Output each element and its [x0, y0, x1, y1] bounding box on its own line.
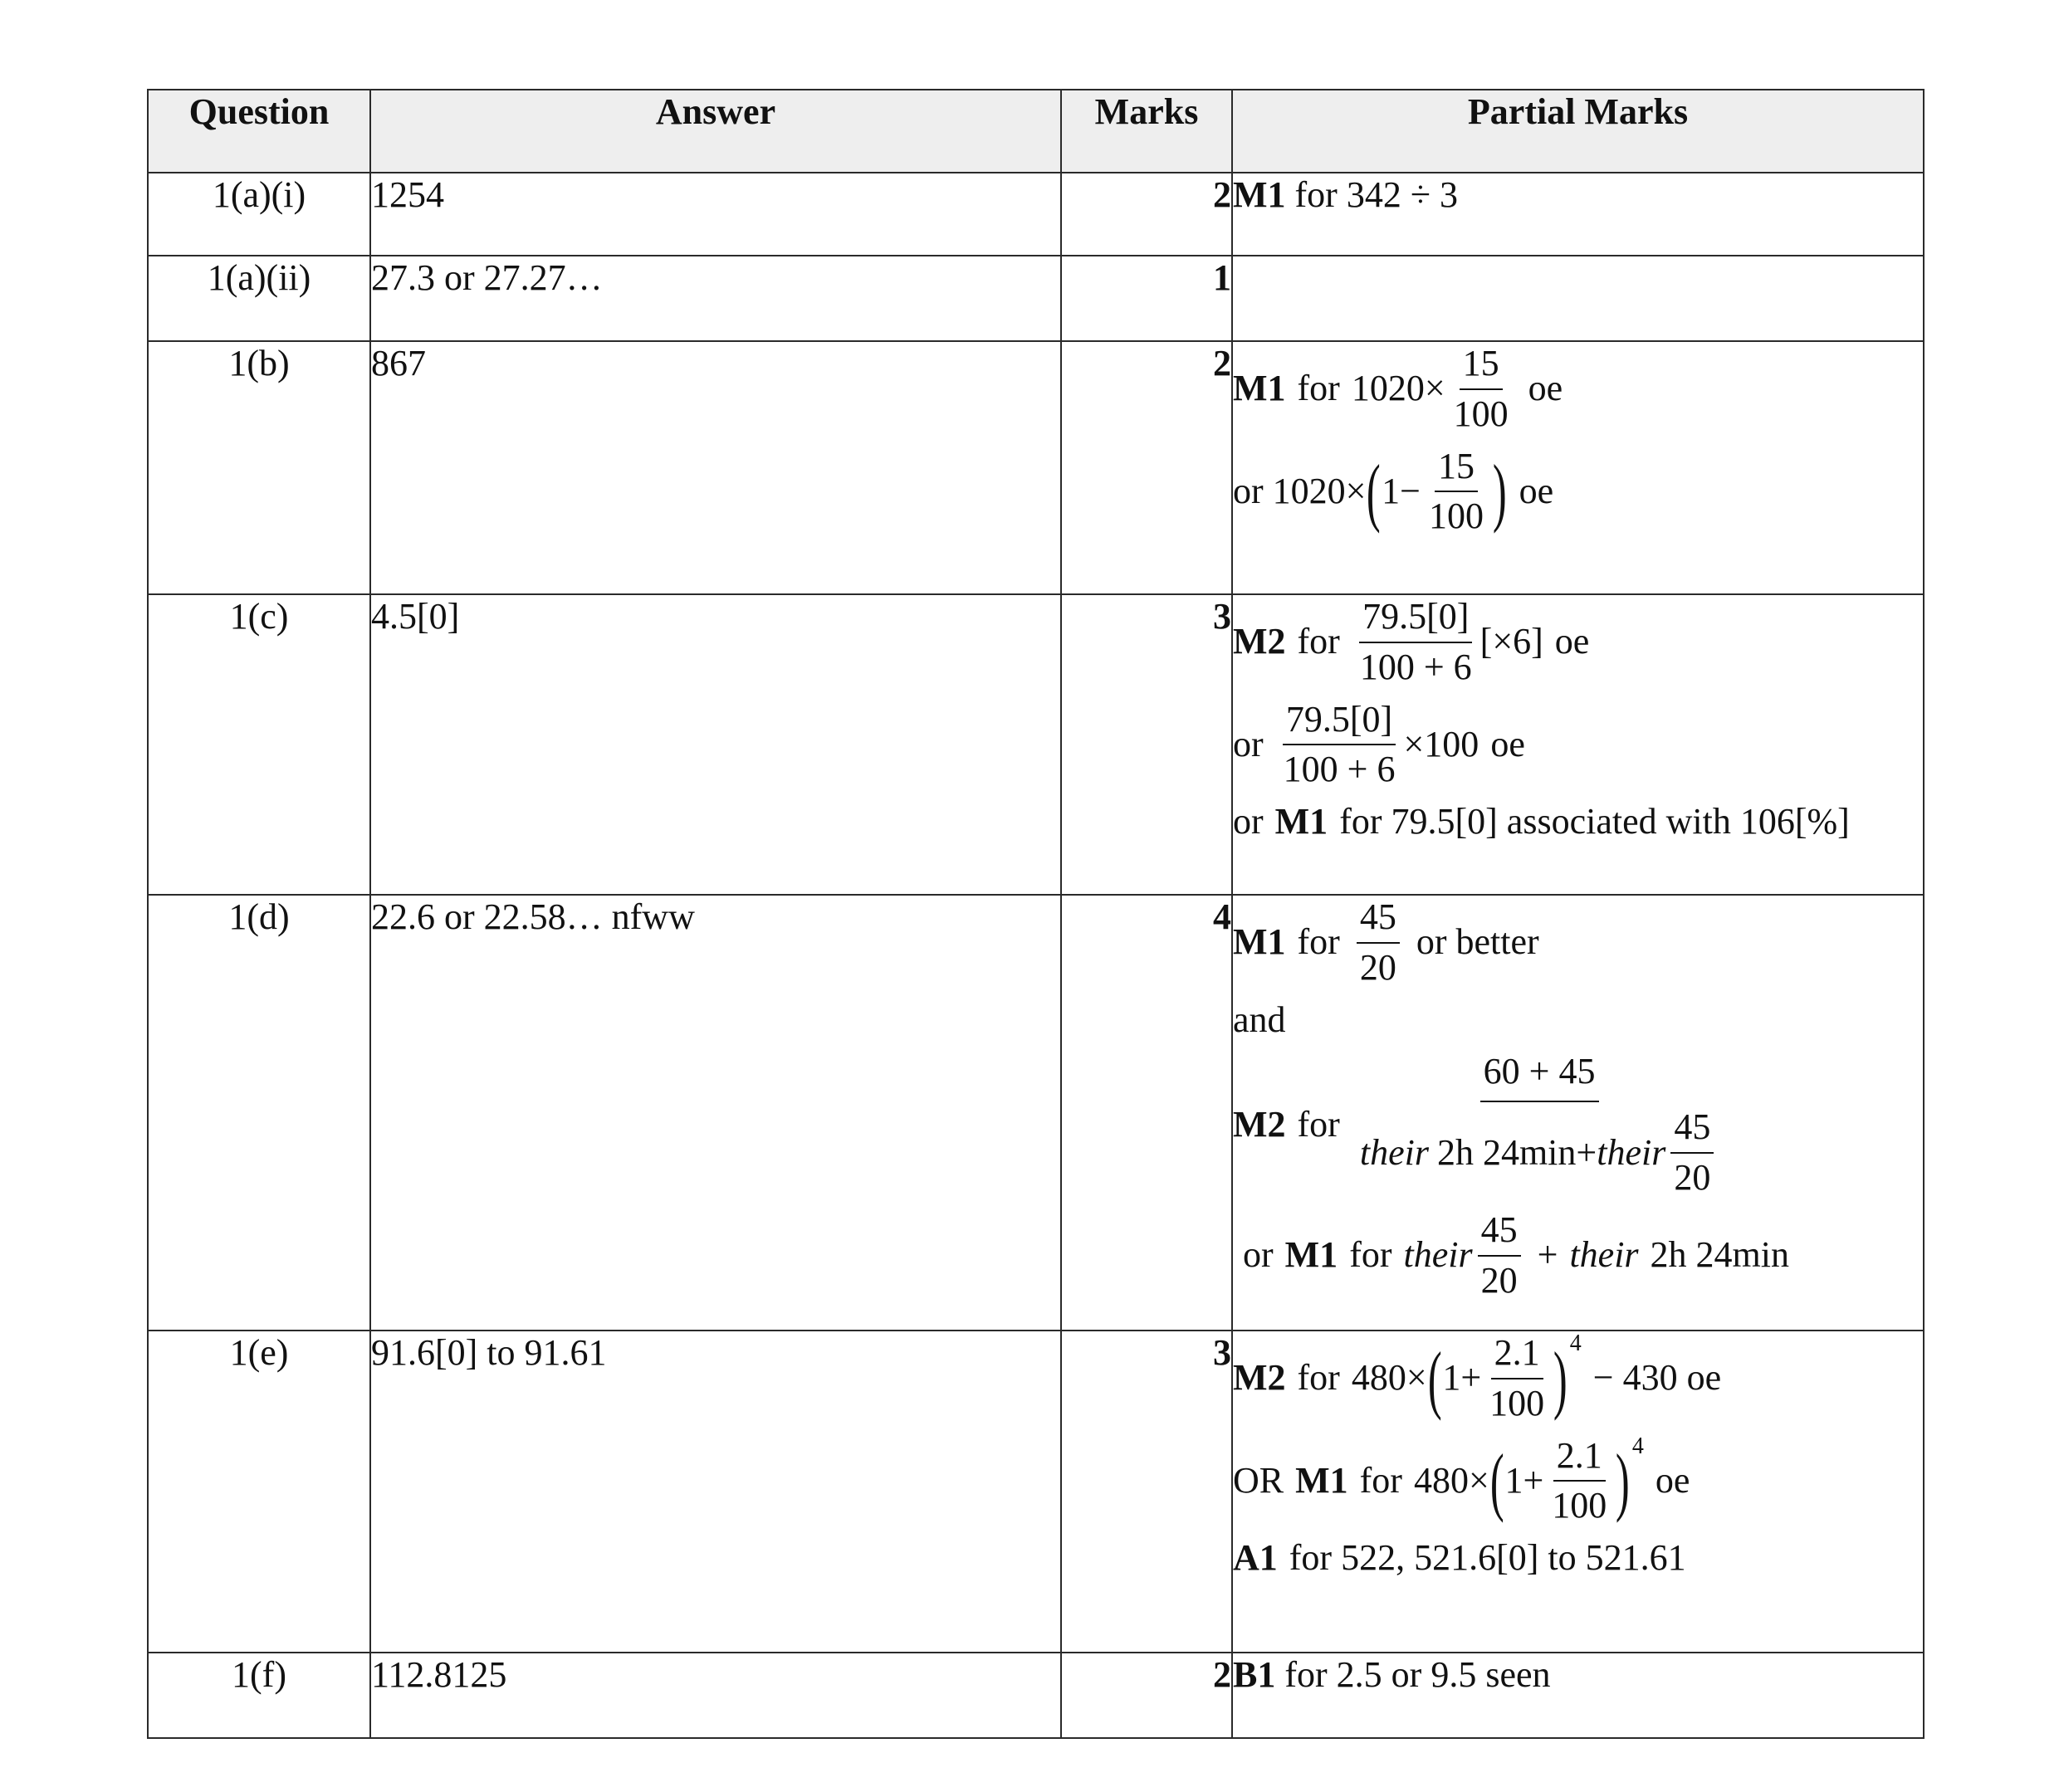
- and-text: and: [1233, 999, 1286, 1040]
- answer-cell: 91.6[0] to 91.61: [370, 1331, 1061, 1653]
- or-text: or: [1243, 1234, 1274, 1276]
- expression-text: 2h 24min: [1650, 1234, 1789, 1276]
- partial-marks-cell: [1232, 1653, 1924, 1738]
- for-text: for: [1359, 1459, 1402, 1501]
- marks-cell: 1: [1061, 256, 1232, 341]
- for-text: for: [1297, 921, 1340, 963]
- oe-text: oe: [1655, 1459, 1690, 1501]
- header-question: Question: [148, 90, 370, 173]
- question-cell: 1(f): [148, 1653, 370, 1738]
- expression-text: 1+: [1504, 1459, 1544, 1501]
- partial-line: [1233, 999, 1923, 1042]
- mark-code: B1: [1233, 1654, 1276, 1695]
- for-text: for: [1297, 1357, 1340, 1399]
- fraction: $\frac{45}{20}$: [1478, 1209, 1521, 1303]
- oe-text: oe: [1528, 368, 1563, 409]
- fraction: $\frac{79.5[0]}{100 + 6}$: [1359, 596, 1472, 687]
- or-text: or: [1233, 723, 1264, 764]
- partial-line: [1233, 595, 1923, 690]
- mark-code: M2: [1233, 1104, 1286, 1145]
- oe-text: oe: [1490, 723, 1525, 764]
- partial-line: [1233, 800, 1923, 844]
- or-text: OR: [1233, 1459, 1284, 1501]
- answer-cell: 27.3 or 27.27…: [370, 256, 1061, 341]
- marks-cell: 2: [1061, 1653, 1232, 1738]
- paren-open: (: [1427, 1335, 1442, 1421]
- fraction: $\frac{45}{20}$: [1670, 1106, 1714, 1200]
- their-text: their: [1569, 1234, 1639, 1276]
- mark-code: M1: [1233, 368, 1286, 409]
- partial-line: [1233, 445, 1923, 540]
- question-cell: 1(b): [148, 341, 370, 594]
- fraction: $\frac{2.1}{100}$: [1489, 1332, 1545, 1423]
- exponent: 4: [1569, 1331, 1582, 1356]
- table-row: [148, 256, 1924, 341]
- expression-text: 1−: [1382, 470, 1421, 511]
- paren-open: (: [1489, 1438, 1504, 1524]
- expression-text: 480×: [1351, 1357, 1427, 1399]
- answer-cell: 112.8125: [370, 1653, 1061, 1738]
- mark-scheme-table: [147, 89, 1925, 1739]
- answer-cell: 22.6 or 22.58… nfww: [370, 895, 1061, 1331]
- mark-code: M2: [1233, 1357, 1286, 1399]
- expression-text: 1+: [1442, 1357, 1482, 1399]
- partial-marks-cell: [1232, 895, 1924, 1331]
- partial-text: for 342 ÷ 3: [1294, 174, 1458, 215]
- answer-cell: 1254: [370, 173, 1061, 256]
- mark-code: A1: [1233, 1537, 1278, 1579]
- partial-text: for 2.5 or 9.5 seen: [1284, 1654, 1551, 1695]
- partial-line: [1233, 1331, 1923, 1426]
- table-row: [148, 1653, 1924, 1738]
- question-cell: 1(a)(i): [148, 173, 370, 256]
- mark-code: M1: [1233, 174, 1286, 215]
- fraction: 60 + 45 their 2h 24min+ their $\frac{45}{20}$: [1357, 1050, 1722, 1199]
- oe-text: oe: [1554, 621, 1590, 662]
- header-marks: Marks: [1061, 90, 1232, 173]
- for-text: for: [1297, 621, 1340, 662]
- mark-code: M2: [1233, 621, 1286, 662]
- mark-code: M1: [1274, 801, 1328, 842]
- oe-text: oe: [1519, 470, 1554, 511]
- exponent: 4: [1631, 1433, 1644, 1459]
- expression-text: ×100: [1403, 723, 1479, 764]
- partial-marks-cell: [1232, 173, 1924, 256]
- answer-cell: 4.5[0]: [370, 594, 1061, 895]
- partial-line: [1233, 1050, 1923, 1199]
- answer-cell: 867: [370, 341, 1061, 594]
- question-cell: 1(d): [148, 895, 370, 1331]
- table-row: [148, 895, 1924, 1331]
- partial-marks-cell: [1232, 341, 1924, 594]
- marks-cell: 2: [1061, 173, 1232, 256]
- table-row: [148, 173, 1924, 256]
- partial-line: [1233, 896, 1923, 990]
- fraction: $\frac{15}{100}$: [1428, 445, 1484, 537]
- header-answer: Answer: [370, 90, 1061, 173]
- for-text: for: [1297, 368, 1340, 409]
- for-text: for: [1349, 1234, 1392, 1276]
- table-row: [148, 1331, 1924, 1653]
- question-cell: 1(c): [148, 594, 370, 895]
- partial-line: [1233, 698, 1923, 793]
- header-row: [148, 90, 1924, 173]
- partial-line: [1233, 342, 1923, 437]
- mark-code: M1: [1284, 1234, 1338, 1276]
- partial-marks-cell: [1232, 256, 1924, 341]
- marks-cell: 3: [1061, 594, 1232, 895]
- paren-close: ): [1553, 1335, 1567, 1421]
- paren-open: (: [1367, 449, 1382, 535]
- marks-cell: 3: [1061, 1331, 1232, 1653]
- paren-close: ): [1492, 449, 1507, 535]
- fraction: $\frac{45}{20}$: [1357, 896, 1400, 990]
- marks-cell: 4: [1061, 895, 1232, 1331]
- partial-text: or better: [1416, 921, 1539, 963]
- paren-close: ): [1616, 1438, 1631, 1524]
- question-cell: 1(a)(ii): [148, 256, 370, 341]
- table-row: [148, 594, 1924, 895]
- expression-text: or 1020×: [1233, 470, 1367, 511]
- header-partial-marks: Partial Marks: [1232, 90, 1924, 173]
- partial-text: for 522, 521.6[0] to 521.61: [1289, 1537, 1686, 1579]
- partial-line: [1233, 1536, 1923, 1580]
- partial-marks-cell: [1232, 594, 1924, 895]
- expression-text: 480×: [1413, 1459, 1489, 1501]
- partial-line: or M1 for their $\frac{45}{20}$ + their 2h 24min: [1233, 1209, 1923, 1303]
- question-cell: 1(e): [148, 1331, 370, 1653]
- fraction: $\frac{79.5[0]}{100 + 6}$: [1283, 698, 1396, 790]
- fraction: $\frac{15}{100}$: [1453, 343, 1509, 434]
- expression-text: − 430 oe: [1592, 1357, 1722, 1399]
- partial-text: for 79.5[0] associated with 106[%]: [1339, 801, 1850, 842]
- for-text: for: [1297, 1104, 1340, 1145]
- mark-code: M1: [1233, 921, 1286, 963]
- partial-line: [1233, 1434, 1923, 1529]
- their-text: their: [1403, 1234, 1473, 1276]
- partial-marks-cell: [1232, 1331, 1924, 1653]
- expression-text: [×6]: [1479, 621, 1543, 662]
- expression-text: 1020×: [1351, 368, 1445, 409]
- marks-cell: 2: [1061, 341, 1232, 594]
- table-row: [148, 341, 1924, 594]
- or-text: or: [1233, 801, 1264, 842]
- fraction: $\frac{2.1}{100}$: [1552, 1434, 1607, 1526]
- mark-code: M1: [1295, 1459, 1348, 1501]
